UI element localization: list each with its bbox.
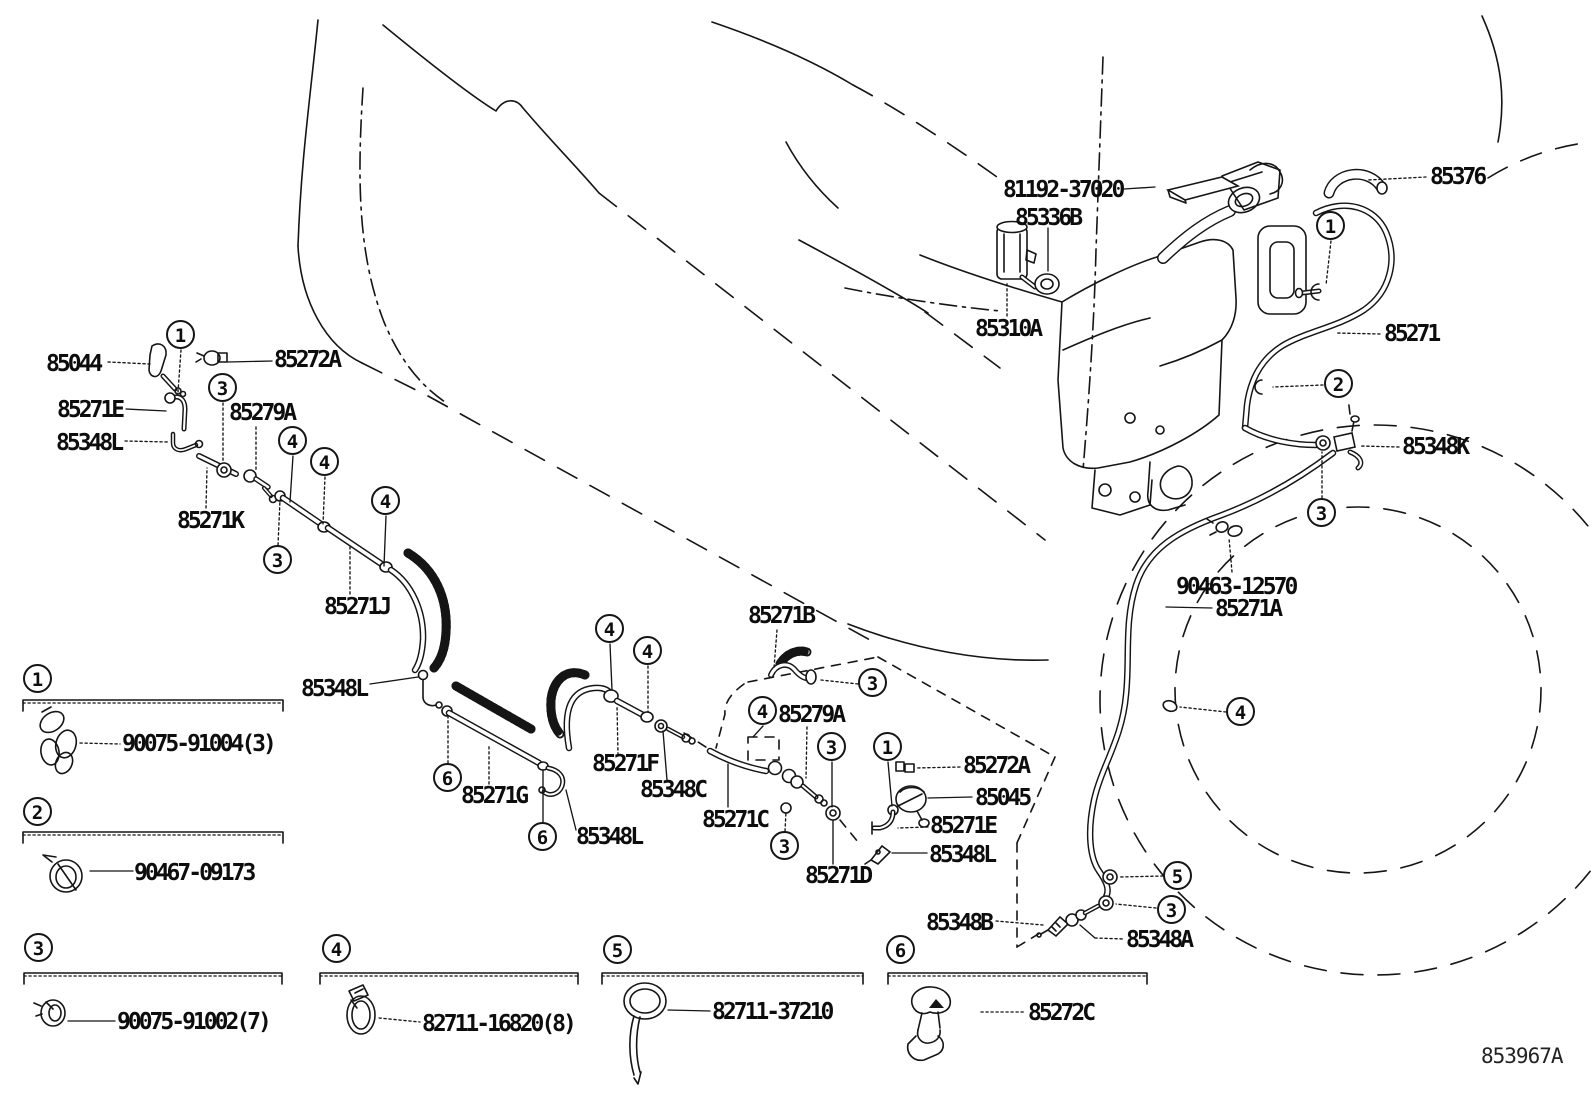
part-label-85348A[interactable]: 85348A (1126, 927, 1192, 953)
part-label-85279A[interactable]: 85279A (229, 400, 295, 426)
legend-callout-3: 3 (24, 933, 53, 962)
part-label-85348L-2[interactable]: 85348L (301, 676, 367, 702)
callout-4: 4 (1226, 697, 1255, 726)
figure-code: 853967A (1481, 1044, 1563, 1068)
part-label-85271J[interactable]: 85271J (324, 594, 390, 620)
part-label-85271D[interactable]: 85271D (805, 863, 871, 889)
callout-4: 4 (748, 696, 777, 725)
part-label-85348L[interactable]: 85348L (56, 430, 122, 456)
legend-part-label-1[interactable]: 90075-91004(3) (122, 731, 274, 757)
part-label-90463-12570[interactable]: 90463-12570 (1176, 574, 1296, 600)
part-label-85279A-2[interactable]: 85279A (778, 702, 844, 728)
legend-part-clip (908, 987, 951, 1060)
callout-6: 6 (528, 822, 557, 851)
part-label-85348L-4[interactable]: 85348L (929, 842, 995, 868)
part-label-85310A[interactable]: 85310A (975, 316, 1041, 342)
callout-4: 4 (371, 486, 400, 515)
callout-4: 4 (595, 614, 624, 643)
legend-callout-1: 1 (23, 664, 52, 693)
legend-callout-4: 4 (322, 934, 351, 963)
legend-part-clamp3 (34, 1000, 65, 1026)
part-label-85271B[interactable]: 85271B (748, 603, 814, 629)
callout-3: 3 (817, 732, 846, 761)
callout-3: 3 (858, 668, 887, 697)
legend-part-label-6[interactable]: 85272C (1028, 1000, 1094, 1026)
legend-part-label-4[interactable]: 82711-16820(8) (422, 1011, 574, 1037)
part-label-85348C[interactable]: 85348C (640, 777, 706, 803)
callout-3: 3 (1157, 895, 1186, 924)
legend-part-cable-tie (624, 983, 666, 1084)
part-label-85045[interactable]: 85045 (975, 785, 1030, 811)
callout-1: 1 (166, 320, 195, 349)
part-label-85348B[interactable]: 85348B (926, 910, 992, 936)
callout-3: 3 (208, 373, 237, 402)
callout-3: 3 (770, 831, 799, 860)
part-label-85348L-3[interactable]: 85348L (576, 824, 642, 850)
callout-1: 1 (1316, 211, 1345, 240)
callout-4: 4 (633, 636, 662, 665)
callout-4: 4 (278, 426, 307, 455)
callout-6: 6 (433, 763, 462, 792)
part-label-85271F[interactable]: 85271F (592, 751, 658, 777)
legend-part-label-3[interactable]: 90075-91002(7) (117, 1009, 269, 1035)
part-label-85044[interactable]: 85044 (46, 351, 101, 377)
part-label-85271G[interactable]: 85271G (461, 783, 527, 809)
part-label-85271E-2[interactable]: 85271E (930, 813, 996, 839)
part-label-85271A[interactable]: 85271A (1215, 596, 1281, 622)
part-label-85271C[interactable]: 85271C (702, 807, 768, 833)
callout-1: 1 (873, 732, 902, 761)
part-label-85271K[interactable]: 85271K (177, 508, 243, 534)
part-label-85376[interactable]: 85376 (1430, 164, 1485, 190)
legend-part-hose-clamp (347, 985, 375, 1034)
legend-part-ties (36, 707, 79, 776)
callout-4: 4 (310, 447, 339, 476)
callout-5: 5 (1163, 861, 1192, 890)
callout-2: 2 (1324, 369, 1353, 398)
legend-callout-2: 2 (23, 797, 52, 826)
legend-callout-5: 5 (603, 935, 632, 964)
legend-part-clamp2 (43, 855, 82, 892)
part-label-85271[interactable]: 85271 (1384, 321, 1439, 347)
legend-callout-6: 6 (886, 935, 915, 964)
part-label-85348K[interactable]: 85348K (1402, 434, 1468, 460)
rear-washer-hoses (1037, 174, 1391, 937)
part-label-85272A[interactable]: 85272A (274, 347, 340, 373)
part-label-81192-37020[interactable]: 81192-37020 (1003, 177, 1123, 203)
callout-3: 3 (1307, 498, 1336, 527)
legend-part-label-2[interactable]: 90467-09173 (134, 860, 254, 886)
part-label-85271E[interactable]: 85271E (57, 397, 123, 423)
callout-3: 3 (263, 545, 292, 574)
legend-part-label-5[interactable]: 82711-37210 (712, 999, 832, 1025)
part-label-85272A-2[interactable]: 85272A (963, 753, 1029, 779)
part-label-85336B[interactable]: 85336B (1015, 205, 1081, 231)
